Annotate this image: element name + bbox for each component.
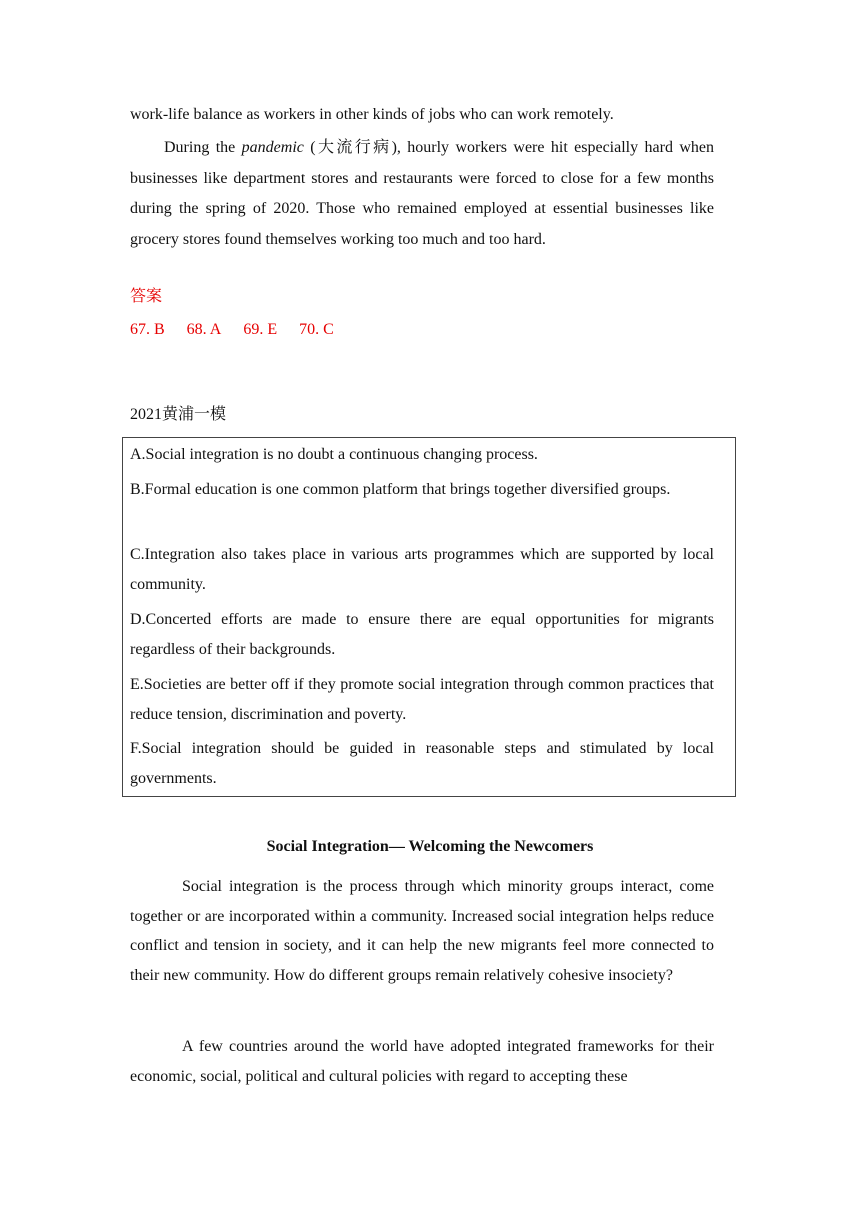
option-f: F.Social integration should be guided in reasonable steps and stimulated by local governments. [130, 740, 714, 787]
passage-paragraph-1: work-life balance as workers in other kinds of jobs who can work remotely. [130, 106, 614, 123]
passage-text-before: During the [164, 139, 242, 156]
article-title: Social Integration— Welcoming the Newcomers [266, 838, 594, 855]
answer-key: 68. A [186, 321, 222, 338]
option-c: C.Integration also takes place in various arts programmes which are supported by local community. [130, 546, 714, 593]
passage-italic-word: pandemic [241, 139, 304, 156]
answer-keys [130, 318, 356, 342]
answer-key: 70. C [299, 321, 334, 338]
passage-paragraph-2 [130, 133, 714, 255]
answer-title: 答案 [130, 288, 163, 305]
article-paragraph: A few countries around the world have adopted integrated frameworks for their economic, social, political and cultural policies with regard to accepting these [130, 1038, 714, 1085]
options-box [122, 437, 736, 797]
answer-key: 67. B [130, 321, 165, 338]
section-title: 2021黄浦一模 [130, 406, 227, 423]
option-a: A.Social integration is no doubt a continuous changing process. [130, 446, 538, 463]
option-d: D.Concerted efforts are made to ensure there are equal opportunities for migrants regardless of their backgrounds. [130, 611, 714, 658]
option-b: B.Formal education is one common platform that brings together diversified groups. [130, 481, 671, 498]
answer-key: 69. E [243, 321, 278, 338]
option-e: E.Societies are better off if they promote social integration through common practices that reduce tension, discrimination and poverty. [130, 676, 714, 723]
passage-text-after: (大流行病), hourly workers were hit especially hard when businesses like department stores and restaurants were forced to close for a few months during the spring of 2020. Those who remained employed at essential businesses like grocery stores found themselves working too much and too hard. [130, 139, 714, 248]
article-paragraph: Social integration is the process through which minority groups interact, come together or are incorporated within a community. Increased social integration helps reduce conflict and tension in society, and it can help the new migrants feel more connected to their new community. How do different groups remain relatively cohesive insociety? [130, 878, 714, 984]
